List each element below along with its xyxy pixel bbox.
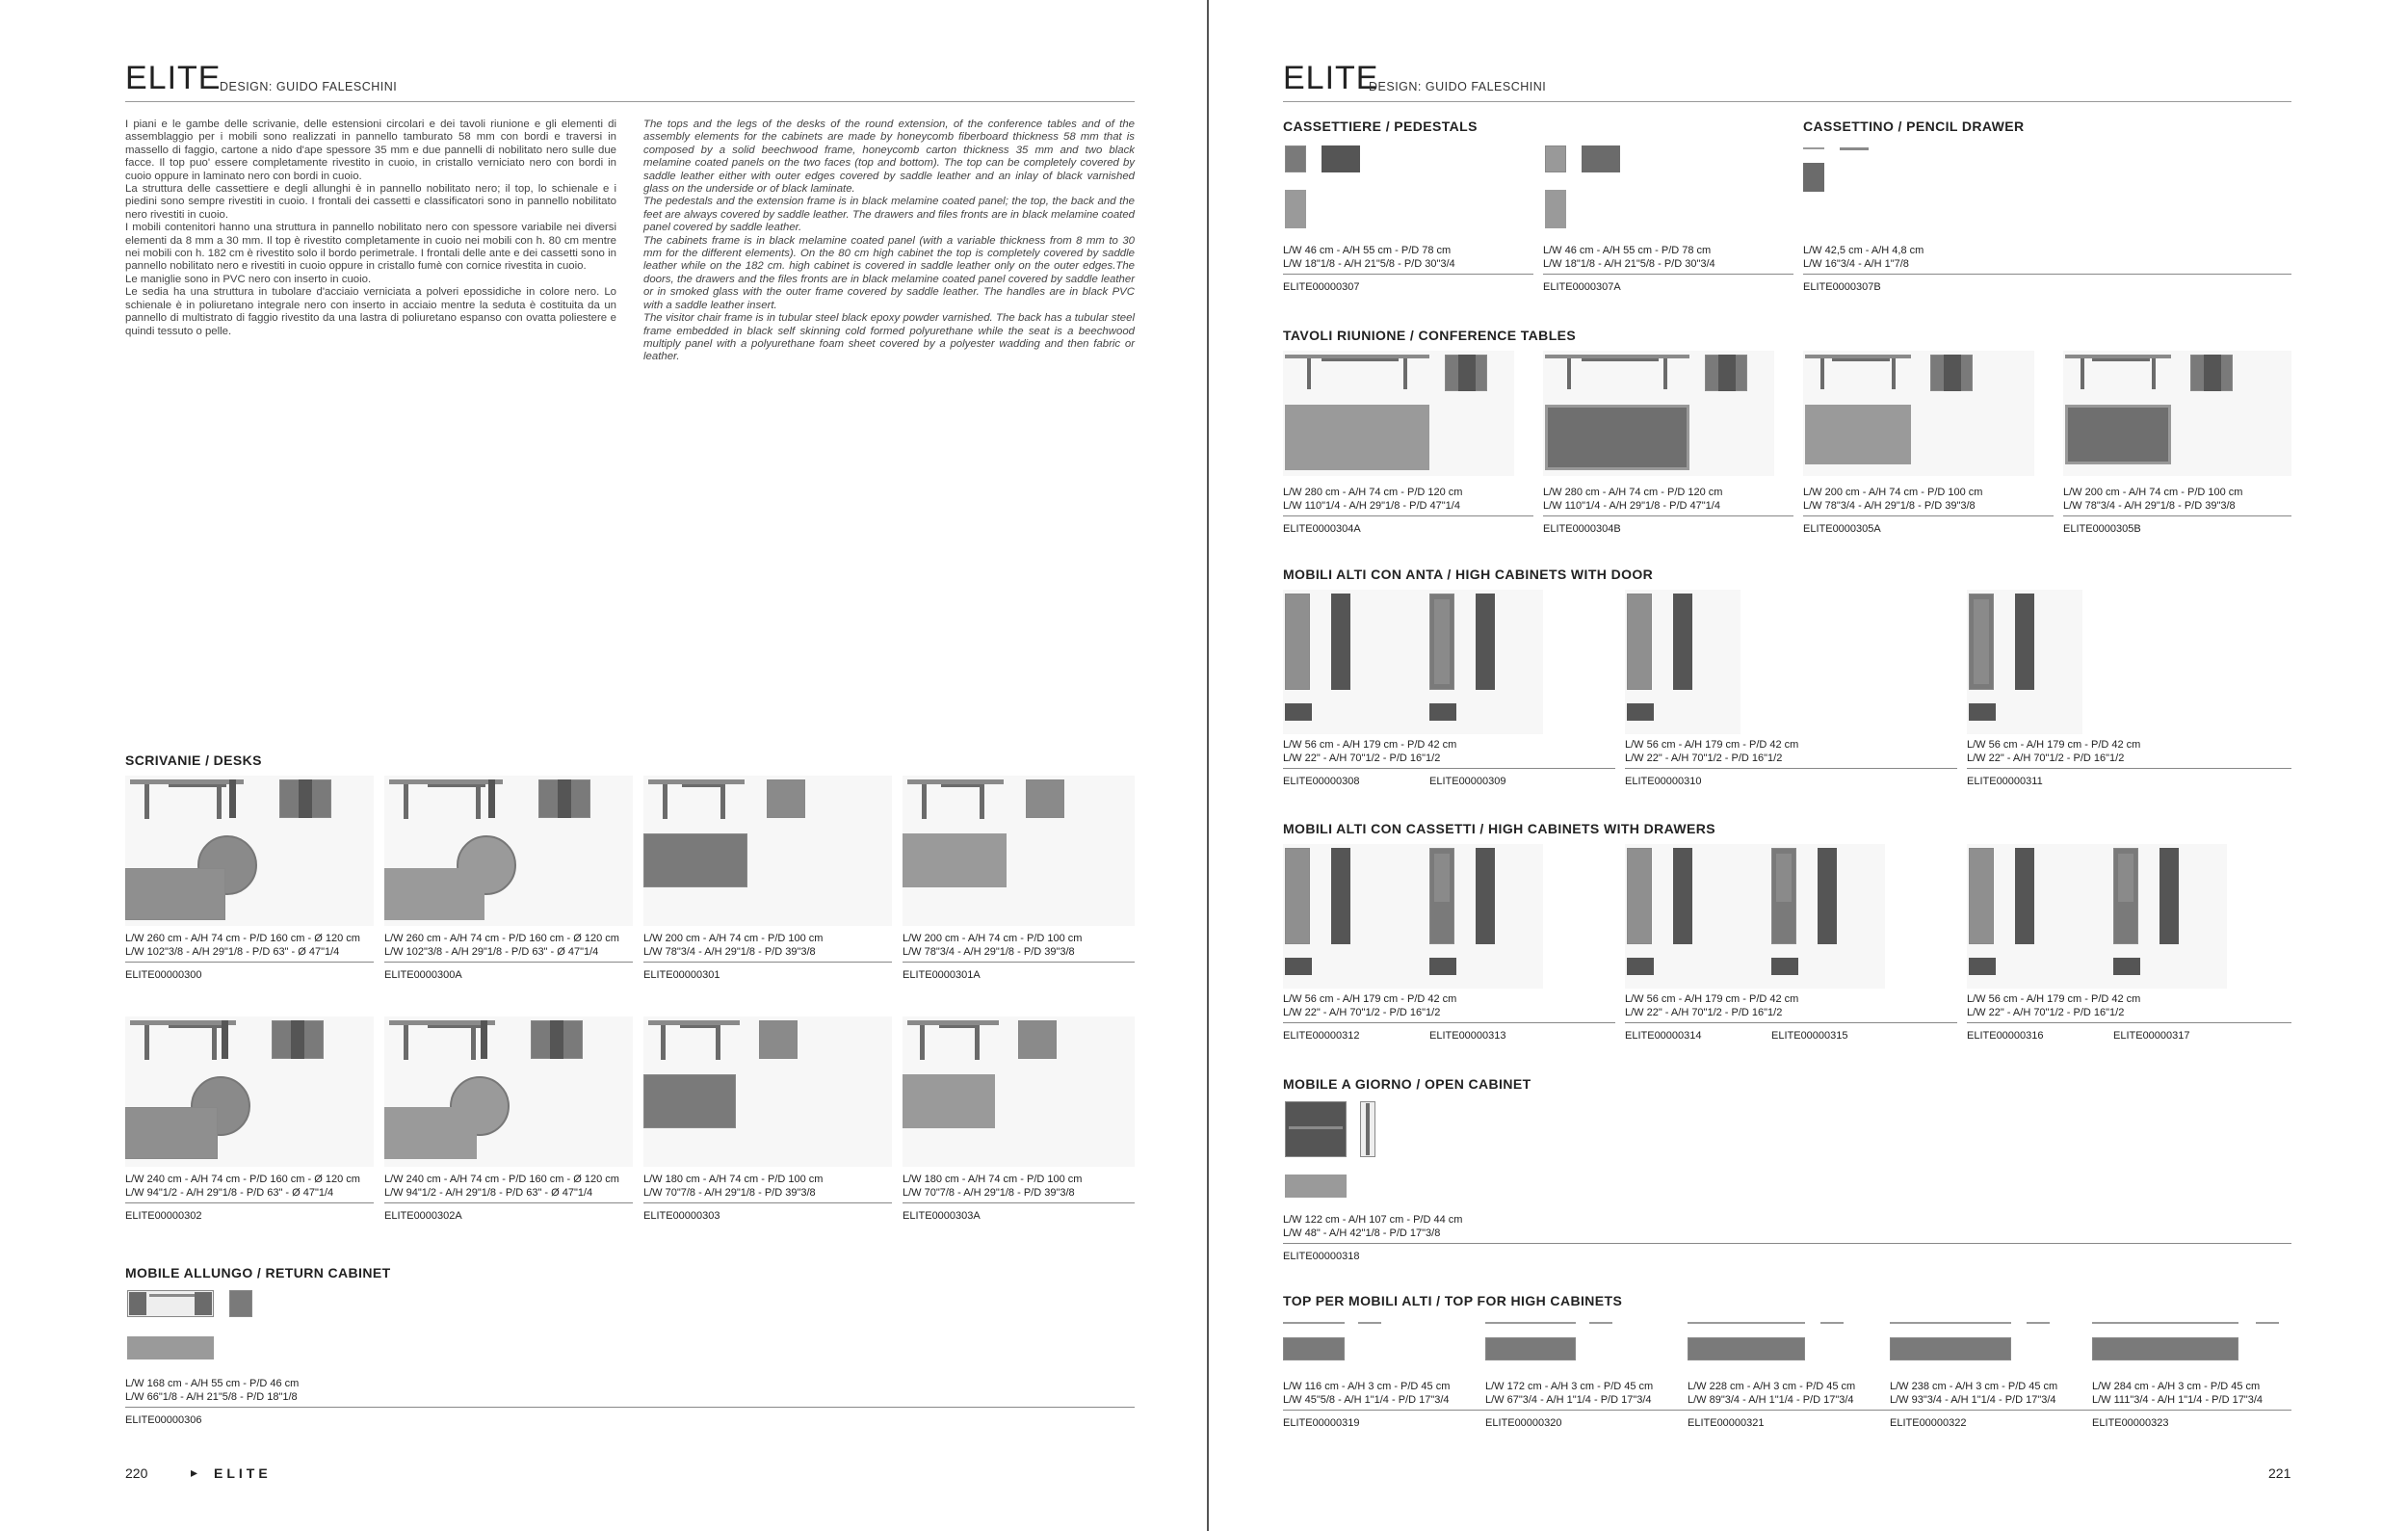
top-drawing [2092,1316,2291,1374]
desk-drawing [384,776,633,926]
high-cabinet-drawing [1625,590,1741,734]
dimensions-cm: L/W 116 cm - A/H 3 cm - P/D 45 cm [1283,1381,1451,1392]
desk-drawing [384,1016,633,1167]
product-card-conference-table [1283,351,1533,543]
high-cabinet-drawing [1283,844,1543,989]
dimensions-in: L/W 78"3/4 - A/H 29"1/8 - P/D 39"3/8 [903,946,1075,958]
dimensions-cm: L/W 168 cm - A/H 55 cm - P/D 46 cm [125,1378,300,1389]
dimensions-cm: L/W 260 cm - A/H 74 cm - P/D 160 cm - Ø 120 cm [125,933,360,944]
product-code: ELITE00000310 [1625,776,1702,787]
product-code: ELITE00000315 [1771,1030,1848,1042]
open-cabinet-drawing [1283,1099,1389,1207]
product-card-desk [384,1016,633,1224]
english-paragraph: The cabinets frame is in black melamine coated panel (with a variable thickness from 8 mm to 30 mm for the different elements). On the 80 cm high cabinet the top is completely covered by saddle leather while on the 182 cm. high cabinet is covered in saddle leather only on the outer edges.The doors, the drawers and the files fronts are in black melamine coated panel covered by saddle leather or in smoked glass with the outer frame covered by saddle leather. The handles are in black PVC with a saddle leather insert. [643,234,1135,311]
product-code: ELITE00000316 [1967,1030,2044,1042]
dimensions-cm: L/W 56 cm - A/H 179 cm - P/D 42 cm [1283,993,1457,1005]
dimensions-in: L/W 70"7/8 - A/H 29"1/8 - P/D 39"3/8 [903,1187,1075,1199]
top-drawing [1890,1316,2082,1374]
product-code: ELITE00000303 [643,1210,720,1222]
dimensions-cm: L/W 56 cm - A/H 179 cm - P/D 42 cm [1967,993,2141,1005]
high-cabinet-drawing [1625,844,1885,989]
english-description [643,119,1135,364]
arrow-right-icon: ▸ [191,1465,198,1480]
section-heading-conference-tables: TAVOLI RIUNIONE / CONFERENCE TABLES [1283,328,1577,343]
product-card-return-cabinet [125,1288,1135,1426]
dimensions-in: L/W 16"3/4 - A/H 1"7/8 [1803,258,1909,270]
desk-drawing [903,1016,1135,1167]
page-number: 221 [2268,1465,2291,1481]
high-cabinet-drawing [1967,590,2082,734]
dimensions-in: L/W 110"1/4 - A/H 29"1/8 - P/D 47"1/4 [1543,500,1720,512]
product-code: ELITE0000307A [1543,281,1621,293]
dimensions-in: L/W 93"3/4 - A/H 1"1/4 - P/D 17"3/4 [1890,1394,2056,1406]
dimensions-in: L/W 18"1/8 - A/H 21"5/8 - P/D 30"3/4 [1543,258,1715,270]
page-title: ELITE [125,60,222,96]
product-code: ELITE00000323 [2092,1417,2169,1429]
desk-drawing [125,1016,374,1167]
product-code: ELITE00000320 [1485,1417,1562,1429]
english-paragraph: The pedestals and the extension frame is in black melamine coated panel; the top, the back and the feet are always covered by saddle leather. The drawers and files fronts are in black melamine coated panel covered by saddle leather. [643,196,1135,234]
product-code: ELITE00000321 [1688,1417,1765,1429]
dimensions-in: L/W 45"5/8 - A/H 1"1/4 - P/D 17"3/4 [1283,1394,1450,1406]
section-heading-return-cabinet: MOBILE ALLUNGO / RETURN CABINET [125,1265,391,1280]
product-card-top [1890,1316,2082,1432]
product-card-desk [125,776,374,983]
dimensions-cm: L/W 56 cm - A/H 179 cm - P/D 42 cm [1625,993,1799,1005]
dimensions-in: L/W 67"3/4 - A/H 1"1/4 - P/D 17"3/4 [1485,1394,1652,1406]
dimensions-cm: L/W 240 cm - A/H 74 cm - P/D 160 cm - Ø 120 cm [125,1174,360,1185]
product-card-pencil-drawer [1803,142,2291,296]
dimensions-cm: L/W 42,5 cm - A/H 4,8 cm [1803,245,1924,256]
product-code: ELITE00000313 [1429,1030,1506,1042]
dimensions-cm: L/W 284 cm - A/H 3 cm - P/D 45 cm [2092,1381,2261,1392]
dimensions-cm: L/W 122 cm - A/H 107 cm - P/D 44 cm [1283,1214,1463,1226]
footer-brand: ELITE [214,1465,272,1481]
dimensions-cm: L/W 200 cm - A/H 74 cm - P/D 100 cm [2063,487,2243,498]
product-card-pedestal [1543,142,1793,296]
product-card-conference-table [1803,351,2054,543]
desk-drawing [125,776,374,926]
product-card-high-cabinet-door [1625,590,1957,794]
product-card-top [2092,1316,2291,1432]
product-code: ELITE0000307B [1803,281,1881,293]
product-code: ELITE0000304B [1543,523,1621,535]
dimensions-cm: L/W 238 cm - A/H 3 cm - P/D 45 cm [1890,1381,2058,1392]
dimensions-in: L/W 102"3/8 - A/H 29"1/8 - P/D 63" - Ø 47"1/4 [125,946,340,958]
conference-table-drawing [2063,351,2291,476]
top-drawing [1688,1316,1880,1374]
product-code: ELITE00000312 [1283,1030,1360,1042]
dimensions-cm: L/W 180 cm - A/H 74 cm - P/D 100 cm [903,1174,1083,1185]
dimensions-in: L/W 66"1/8 - A/H 21"5/8 - P/D 18"1/8 [125,1391,298,1403]
designer-credit: DESIGN: GUIDO FALESCHINI [1369,80,1547,93]
dimensions-in: L/W 22" - A/H 70"1/2 - P/D 16"1/2 [1625,1007,1783,1018]
dimensions-cm: L/W 180 cm - A/H 74 cm - P/D 100 cm [643,1174,824,1185]
product-code: ELITE00000319 [1283,1417,1360,1429]
italian-description [125,119,616,338]
desk-drawing [903,776,1135,926]
product-card-conference-table [2063,351,2291,543]
section-heading-high-cabinets-drawers: MOBILI ALTI CON CASSETTI / HIGH CABINETS WITH DRAWERS [1283,821,1715,836]
product-card-open-cabinet [1283,1099,2291,1268]
product-code: ELITE0000304A [1283,523,1361,535]
product-code: ELITE00000309 [1429,776,1506,787]
dimensions-in: L/W 111"3/4 - A/H 1"1/4 - P/D 17"3/4 [2092,1394,2264,1406]
dimensions-cm: L/W 46 cm - A/H 55 cm - P/D 78 cm [1283,245,1452,256]
dimensions-in: L/W 22" - A/H 70"1/2 - P/D 16"1/2 [1967,752,2125,764]
title-rule [1283,101,2291,102]
product-code: ELITE0000300A [384,969,462,981]
dimensions-in: L/W 89"3/4 - A/H 1"1/4 - P/D 17"3/4 [1688,1394,1854,1406]
product-code: ELITE0000301A [903,969,981,981]
designer-credit: DESIGN: GUIDO FALESCHINI [220,80,398,93]
italian-paragraph: I piani e le gambe delle scrivanie, delle estensioni circolari e dei tavoli riunione e gli elementi di assemblaggio per i mobili sono realizzati in pannello tamburato 58 mm con bordi e traversi in massello di faggio, cartone a nido d'ape spessore 35 mm e due pannelli di nobilitato nero sulle due facce. Il top puo' essere completamente rivestito in cuoio, in cristallo verniciato nero con bordi in cuoio oppure in laminato nero con bordi in cuoio. [125,119,616,182]
product-card-top [1688,1316,1880,1432]
section-heading-pencil-drawer: CASSETTINO / PENCIL DRAWER [1803,119,2025,134]
dimensions-cm: L/W 200 cm - A/H 74 cm - P/D 100 cm [1803,487,1983,498]
top-drawing [1283,1316,1476,1374]
dimensions-cm: L/W 46 cm - A/H 55 cm - P/D 78 cm [1543,245,1712,256]
section-heading-top-high-cabinets: TOP PER MOBILI ALTI / TOP FOR HIGH CABINETS [1283,1293,1623,1308]
dimensions-cm: L/W 172 cm - A/H 3 cm - P/D 45 cm [1485,1381,1654,1392]
high-cabinet-drawing [1967,844,2227,989]
product-card-high-cabinet-drawers [1625,844,1957,1048]
product-code: ELITE00000317 [2113,1030,2190,1042]
dimensions-cm: L/W 56 cm - A/H 179 cm - P/D 42 cm [1967,739,2141,751]
dimensions-cm: L/W 280 cm - A/H 74 cm - P/D 120 cm [1543,487,1723,498]
dimensions-in: L/W 94"1/2 - A/H 29"1/8 - P/D 63" - Ø 47"1/4 [125,1187,334,1199]
dimensions-in: L/W 78"3/4 - A/H 29"1/8 - P/D 39"3/8 [1803,500,1976,512]
product-code: ELITE00000318 [1283,1251,1360,1262]
italian-paragraph: Le sedia ha una struttura in tubolare d'acciaio verniciata a polveri epossidiche in colore nero. Lo schienale è in poliuretano integrale nero con inserto in acciaio mentre la seduta è costituita da un pannello di multistrato di faggio rivestito da una lastra di poliuretano espanso con ovatta poliestere e quindi tessuto o pelle. [125,286,616,337]
dimensions-in: L/W 70"7/8 - A/H 29"1/8 - P/D 39"3/8 [643,1187,816,1199]
product-card-high-cabinet-drawers [1967,844,2291,1048]
product-card-desk [903,776,1135,983]
product-card-high-cabinet-door [1967,590,2291,794]
product-code: ELITE00000314 [1625,1030,1702,1042]
dimensions-in: L/W 102"3/8 - A/H 29"1/8 - P/D 63" - Ø 47"1/4 [384,946,599,958]
right-page [1216,0,2408,1531]
high-cabinet-drawing [1283,590,1543,734]
dimensions-cm: L/W 200 cm - A/H 74 cm - P/D 100 cm [643,933,824,944]
product-card-top [1283,1316,1476,1432]
section-heading-pedestals: CASSETTIERE / PEDESTALS [1283,119,1478,134]
dimensions-cm: L/W 240 cm - A/H 74 cm - P/D 160 cm - Ø 120 cm [384,1174,619,1185]
return-cabinet-drawing [125,1288,260,1365]
section-heading-open-cabinet: MOBILE A GIORNO / OPEN CABINET [1283,1076,1531,1092]
dimensions-cm: L/W 280 cm - A/H 74 cm - P/D 120 cm [1283,487,1463,498]
product-code: ELITE00000300 [125,969,202,981]
dimensions-in: L/W 48" - A/H 42"1/8 - P/D 17"3/8 [1283,1227,1441,1239]
desk-drawing [643,1016,892,1167]
dimensions-in: L/W 22" - A/H 70"1/2 - P/D 16"1/2 [1625,752,1783,764]
english-paragraph: The tops and the legs of the desks of the round extension, of the conference tables and of the assembly elements for the cabinets are made by honeycomb fiberboard thickness 58 mm that is composed by a solid beechwood frame, honeycomb carton thickness 35 mm and two black melamine coated panels on the two faces (top and bottom). The top can be completely covered by saddle leather either with outer edges covered by saddle leather and an inlay of black varnished glass on the underside or of black laminate. [643,119,1135,196]
product-card-desk [643,1016,892,1224]
italian-paragraph: I mobili contenitori hanno una struttura in pannello nobilitato nero con spessore variabile nei diversi elementi da 8 mm a 30 mm. Il top è rivestito completamente in cuoio nei mobili con h. 80 cm mentre nei mobili con h. 182 cm è rivestito solo il bordo perimetrale. I frontali delle ante e dei cassetti sono in pannello nobilitato nero e rivestiti in cuoio oppure in cristallo fumè con cornice rivestita in cuoio. [125,222,616,273]
dimensions-cm: L/W 200 cm - A/H 74 cm - P/D 100 cm [903,933,1083,944]
title-rule [125,101,1135,102]
dimensions-in: L/W 78"3/4 - A/H 29"1/8 - P/D 39"3/8 [2063,500,2236,512]
pedestal-drawing [1283,142,1379,238]
dimensions-cm: L/W 260 cm - A/H 74 cm - P/D 160 cm - Ø 120 cm [384,933,619,944]
product-card-top [1485,1316,1678,1432]
dimensions-in: L/W 78"3/4 - A/H 29"1/8 - P/D 39"3/8 [643,946,816,958]
pencil-drawer-drawing [1803,142,1899,238]
dimensions-cm: L/W 56 cm - A/H 179 cm - P/D 42 cm [1283,739,1457,751]
product-code: ELITE00000301 [643,969,720,981]
product-code: ELITE00000307 [1283,281,1360,293]
page-number: 220 [125,1465,148,1481]
product-code: ELITE0000302A [384,1210,462,1222]
product-code: ELITE00000306 [125,1414,202,1426]
product-card-conference-table [1543,351,1793,543]
product-card-desk [903,1016,1135,1224]
product-card-desk [125,1016,374,1224]
english-paragraph: The visitor chair frame is in tubular steel black epoxy powder varnished. The back has a tubular steel frame embedded in black self skinning cold formed polyurethane while the seat is a beechwood multiply panel with a polyurethane foam sheet covered by a polyester wadding and then fabric or leather. [643,312,1135,363]
conference-table-drawing [1543,351,1774,476]
product-card-desk [384,776,633,983]
product-code: ELITE00000302 [125,1210,202,1222]
product-card-high-cabinet-door [1283,590,1615,794]
top-drawing [1485,1316,1678,1374]
product-card-desk [643,776,892,983]
section-heading-desks: SCRIVANIE / DESKS [125,752,262,768]
product-code: ELITE0000305B [2063,523,2141,535]
conference-table-drawing [1283,351,1514,476]
pedestal-drawing [1543,142,1639,238]
product-card-pedestal [1283,142,1533,296]
product-code: ELITE00000322 [1890,1417,1967,1429]
book-spine [1207,0,1209,1531]
desk-drawing [643,776,892,926]
dimensions-in: L/W 94"1/2 - A/H 29"1/8 - P/D 63" - Ø 47"1/4 [384,1187,593,1199]
italian-paragraph: Le maniglie sono in PVC nero con inserto in cuoio. [125,273,372,285]
product-code: ELITE0000305A [1803,523,1881,535]
conference-table-drawing [1803,351,2034,476]
dimensions-cm: L/W 56 cm - A/H 179 cm - P/D 42 cm [1625,739,1799,751]
dimensions-in: L/W 110"1/4 - A/H 29"1/8 - P/D 47"1/4 [1283,500,1460,512]
dimensions-in: L/W 22" - A/H 70"1/2 - P/D 16"1/2 [1967,1007,2125,1018]
dimensions-in: L/W 22" - A/H 70"1/2 - P/D 16"1/2 [1283,1007,1441,1018]
dimensions-cm: L/W 228 cm - A/H 3 cm - P/D 45 cm [1688,1381,1856,1392]
page-title: ELITE [1283,60,1379,96]
dimensions-in: L/W 22" - A/H 70"1/2 - P/D 16"1/2 [1283,752,1441,764]
product-code: ELITE00000311 [1967,776,2043,787]
product-code: ELITE0000303A [903,1210,981,1222]
dimensions-in: L/W 18"1/8 - A/H 21"5/8 - P/D 30"3/4 [1283,258,1455,270]
product-card-high-cabinet-drawers [1283,844,1615,1048]
section-heading-high-cabinets-door: MOBILI ALTI CON ANTA / HIGH CABINETS WITH DOOR [1283,567,1654,582]
italian-paragraph: La struttura delle cassettiere e degli allunghi è in pannello nobilitato nero; il top, lo schienale e i piedini sono sempre rivestiti in cuoio. I frontali dei cassetti e classificatori sono in pannello nobilitato nero rivestiti in cuoio. [125,183,616,221]
product-code: ELITE00000308 [1283,776,1360,787]
